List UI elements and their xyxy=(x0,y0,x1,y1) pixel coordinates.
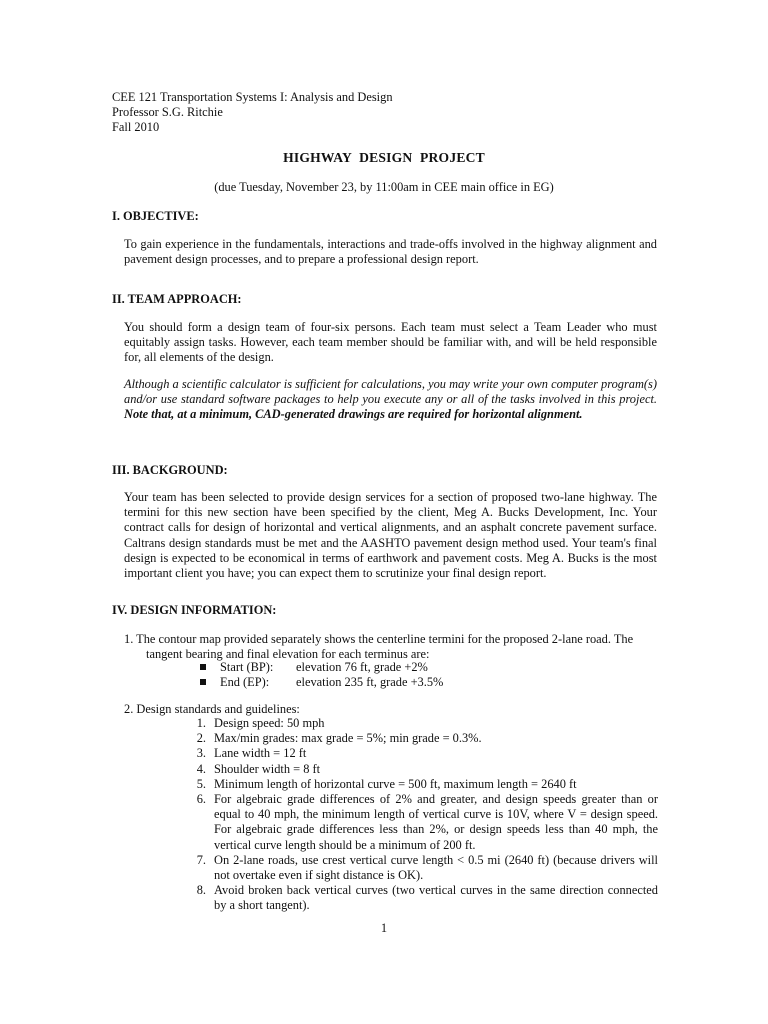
list-item: 6. For algebraic grade differences of 2% and greater, and design speeds greater than or equal to 40 mph, the minimum length of vertical curve is 10V, where V = design speed. For algebraic grade differences less than 2%, or design speeds less than 40 mph, the vertical curve length should be a minimum of 200 ft. xyxy=(196,792,658,852)
page-number: 1 xyxy=(380,921,388,935)
list-item: 8. Avoid broken back vertical curves (two vertical curves in the same direction connected by a short tangent). xyxy=(196,883,658,913)
terminus-value: elevation 235 ft, grade +3.5% xyxy=(296,675,444,689)
design-standards-list xyxy=(176,716,658,914)
list-item: 7. On 2-lane roads, use crest vertical curve length < 0.5 mi (2640 ft) (because drivers will not overtake even if sight distance is OK). xyxy=(196,852,658,883)
team-approach-heading: II. TEAM APPROACH: xyxy=(112,292,242,306)
team-approach-note xyxy=(124,377,657,423)
item-1-line-2: tangent bearing and final elevation for each terminus are: xyxy=(146,647,430,661)
objective-text: To gain experience in the fundamentals, interactions and trade-offs involved in the highway alignment and pavement design processes, and to prepare a professional design report. xyxy=(124,237,657,267)
background-text: Your team has been selected to provide design services for a section of proposed two-lane highway. The termini for this new section have been specified by the client, Meg A. Bucks Development, Inc. Your contract calls for design of horizontal and vertical alignments, and an asphalt concrete pavement surface. Caltrans design standards must be met and the AASHTO pavement design method used. Your team's final design is expected to be economical in terms of earthwork and pavement costs. Meg A. Bucks is the most important client you have; you can expect them to scrutinize your final design report. xyxy=(124,490,657,581)
terminus-value: elevation 76 ft, grade +2% xyxy=(296,660,428,674)
item-1-line-1: 1. The contour map provided separately shows the centerline termini for the proposed 2-lane road. The xyxy=(124,632,634,646)
item-2-line: 2. Design standards and guidelines: xyxy=(124,702,300,716)
design-information-heading: IV. DESIGN INFORMATION: xyxy=(112,603,277,617)
terminus-label: Start (BP): xyxy=(220,660,274,674)
term-line: Fall 2010 xyxy=(112,120,160,134)
square-bullet-icon xyxy=(200,679,206,685)
cad-requirement-note: Note that, at a minimum, CAD-generated drawings are required for horizontal alignment. xyxy=(124,407,583,422)
calculator-note: Although a scientific calculator is sufficient for calculations, you may write your own computer program(s) and/or use standard software packages to help you execute any or all of the tasks involved in this project. xyxy=(124,377,657,407)
terminus-end xyxy=(200,675,443,690)
professor-line: Professor S.G. Ritchie xyxy=(112,105,223,119)
list-item: 4. Shoulder width = 8 ft xyxy=(196,761,321,776)
team-approach-text: You should form a design team of four-six persons. Each team must select a Team Leader who must equitably assign tasks. However, each team member should be familiar with, and will be held responsible for, all elements of the design. xyxy=(124,320,657,365)
list-item: 2. Max/min grades: max grade = 5%; min grade = 0.3%. xyxy=(196,731,482,746)
list-item: 5. Minimum length of horizontal curve = 500 ft, maximum length = 2640 ft xyxy=(196,776,577,791)
background-heading: III. BACKGROUND: xyxy=(112,463,228,477)
objective-heading: I. OBJECTIVE: xyxy=(112,209,199,223)
course-line: CEE 121 Transportation Systems I: Analysis and Design xyxy=(112,90,393,104)
terminus-start xyxy=(200,660,428,675)
list-item: 1. Design speed: 50 mph xyxy=(196,716,325,730)
list-item: 3. Lane width = 12 ft xyxy=(196,746,307,761)
square-bullet-icon xyxy=(200,664,206,670)
due-date-line: (due Tuesday, November 23, by 11:00am in CEE main office in EG) xyxy=(214,180,554,194)
terminus-label: End (EP): xyxy=(220,675,270,689)
document-title: HIGHWAY DESIGN PROJECT xyxy=(283,150,485,165)
